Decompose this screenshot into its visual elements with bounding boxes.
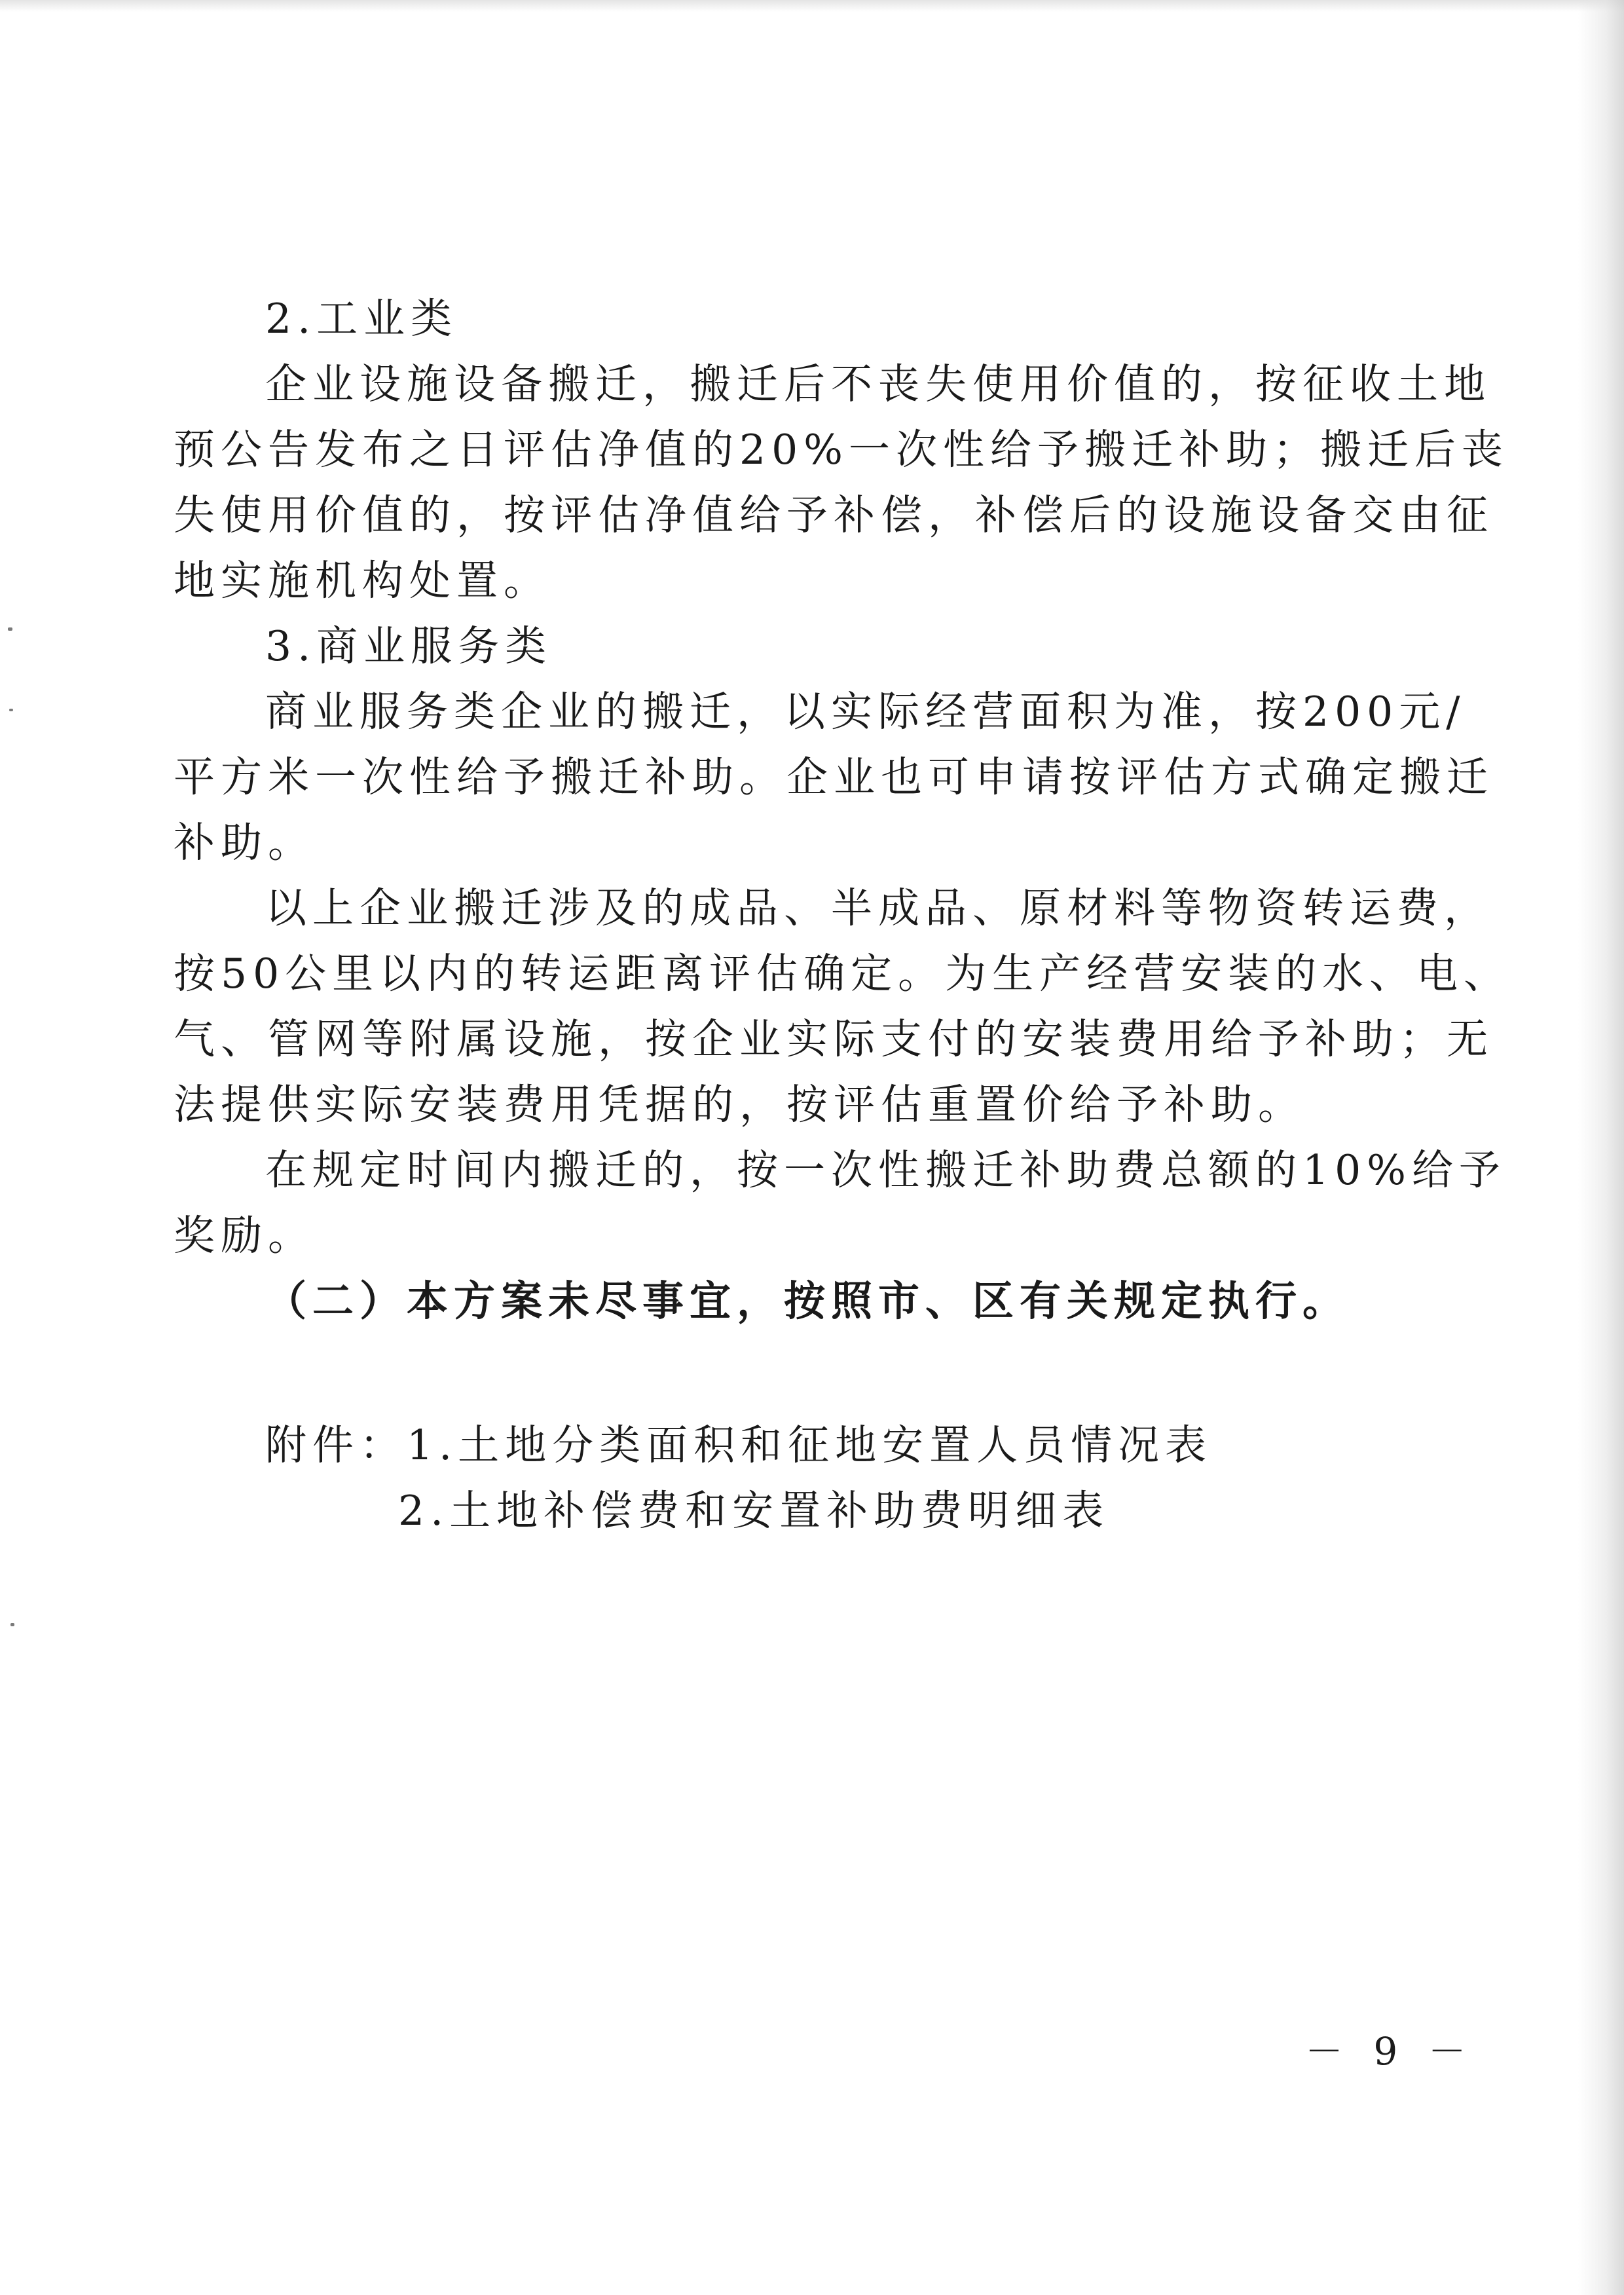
paragraph-line: 补助。: [174, 819, 315, 867]
scan-speck: [10, 1623, 14, 1626]
paragraph-line: 平方米一次性给予搬迁补助。企业也可申请按评估方式确定搬迁: [174, 753, 1494, 801]
paragraph-line: 法提供实际安装费用凭据的，按评估重置价给予补助。: [174, 1081, 1305, 1129]
paragraph-line: 失使用价值的，按评估净值给予补偿，补偿后的设施设备交由征: [174, 491, 1494, 539]
attachment-line-1: [265, 1421, 1213, 1469]
page-number: － 9 －: [1305, 2029, 1475, 2074]
paragraph-line: 企业设施设备搬迁，搬迁后不丧失使用价值的，按征收土地: [265, 360, 1491, 408]
scan-speck: [9, 709, 13, 711]
paragraph-line: 奖励。: [174, 1212, 315, 1259]
heading-commercial: 3.商业服务类: [265, 622, 553, 670]
paragraph-line: 按50公里以内的转运距离评估确定。为生产经营安装的水、电、: [174, 950, 1511, 998]
paragraph-line: 商业服务类企业的搬迁，以实际经营面积为准，按200元/: [265, 688, 1466, 736]
scan-speck: [8, 627, 12, 631]
paragraph-line: 预公告发布之日评估净值的20%一次性给予搬迁补助；搬迁后丧: [174, 426, 1509, 474]
attachment-item: 1.土地分类面积和征地安置人员情况表: [407, 1421, 1213, 1469]
scan-shadow-right: [1578, 0, 1624, 2295]
paragraph-line: 在规定时间内搬迁的，按一次性搬迁补助费总额的10%给予: [265, 1146, 1507, 1194]
paragraph-line: 地实施机构处置。: [174, 557, 551, 605]
paragraph-line: 以上企业搬迁涉及的成品、半成品、原材料等物资转运费，: [265, 884, 1491, 932]
section-heading-other: （二）本方案未尽事宜，按照市、区有关规定执行。: [265, 1277, 1350, 1325]
attachment-item: 2.土地补偿费和安置补助费明细表: [398, 1487, 1110, 1535]
heading-industrial: 2.工业类: [265, 295, 458, 343]
paragraph-line: 气、管网等附属设施，按企业实际支付的安装费用给予补助；无: [174, 1015, 1494, 1063]
scan-shadow-top: [0, 0, 1624, 12]
attachment-label: 附件：: [265, 1421, 407, 1469]
